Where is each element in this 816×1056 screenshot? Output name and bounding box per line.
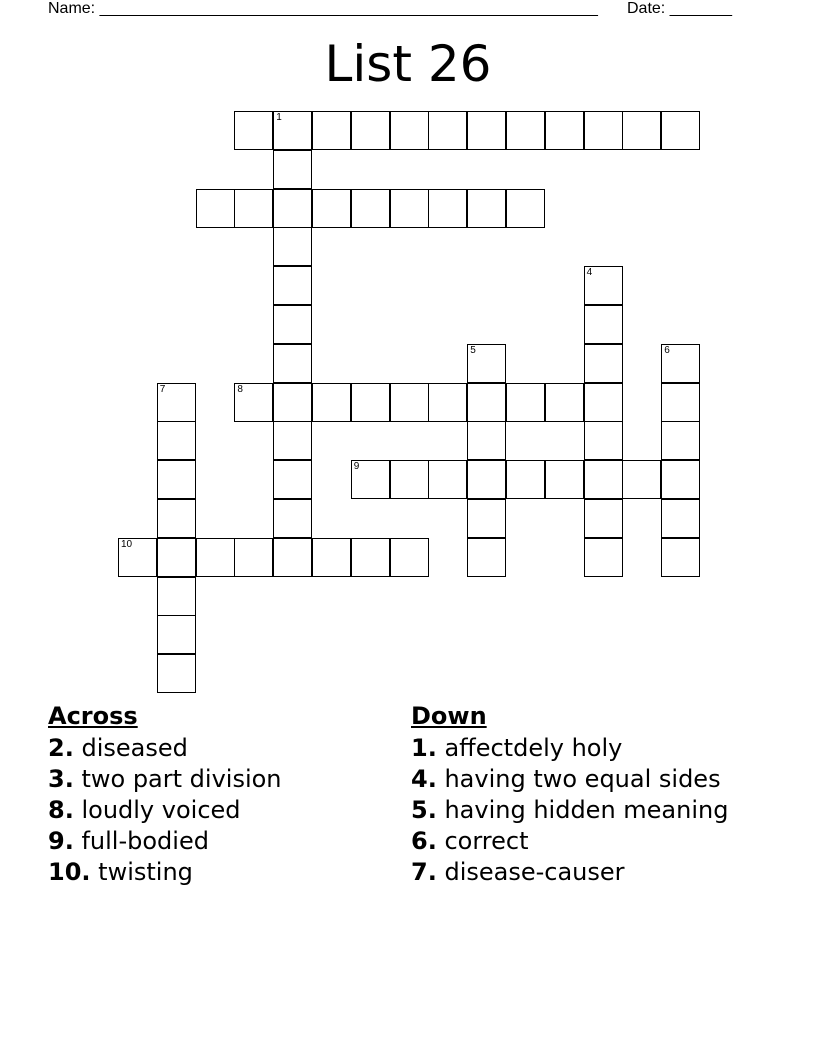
clue-text: having hidden meaning [444, 796, 729, 824]
down-clue [411, 797, 761, 824]
grid-cell[interactable] [661, 383, 700, 422]
grid-cell[interactable] [312, 538, 351, 577]
clue-text: having two equal sides [444, 765, 721, 793]
grid-cell[interactable] [584, 383, 623, 422]
grid-cell[interactable] [351, 538, 390, 577]
grid-cell[interactable] [506, 460, 545, 499]
grid-cell[interactable] [584, 344, 623, 383]
across-clue [48, 766, 378, 793]
grid-cell[interactable] [661, 421, 700, 460]
across-clue [48, 797, 378, 824]
grid-cell[interactable] [312, 189, 351, 228]
grid-cell[interactable] [661, 538, 700, 577]
grid-cell[interactable] [584, 266, 623, 305]
grid-cell[interactable] [273, 538, 312, 577]
grid-cell[interactable] [351, 111, 390, 150]
down-clue [411, 766, 761, 793]
grid-cell[interactable] [506, 383, 545, 422]
grid-cell[interactable] [157, 460, 196, 499]
grid-cell[interactable] [157, 499, 196, 538]
clue-text: twisting [98, 858, 193, 886]
grid-cell[interactable] [545, 111, 584, 150]
grid-cell[interactable] [390, 189, 429, 228]
across-clue [48, 828, 378, 855]
grid-cell[interactable] [273, 383, 312, 422]
clue-number: 1. [411, 734, 437, 762]
grid-cell[interactable] [467, 460, 506, 499]
grid-cell[interactable] [273, 111, 312, 150]
grid-cell[interactable] [157, 383, 196, 422]
grid-cell[interactable] [196, 189, 235, 228]
grid-cell[interactable] [157, 615, 196, 654]
grid-cell[interactable] [273, 227, 312, 266]
grid-cell[interactable] [157, 538, 196, 577]
grid-cell[interactable] [273, 344, 312, 383]
across-clues [48, 702, 378, 890]
grid-cell[interactable] [312, 383, 351, 422]
clue-text: affectdely holy [444, 734, 623, 762]
clue-number: 9. [48, 827, 74, 855]
page-title: List 26 [324, 35, 492, 93]
grid-cell[interactable] [157, 577, 196, 616]
grid-cell[interactable] [273, 460, 312, 499]
grid-cell[interactable] [428, 383, 467, 422]
clue-text: full-bodied [81, 827, 209, 855]
grid-cell[interactable] [312, 111, 351, 150]
clue-number: 2. [48, 734, 74, 762]
clue-number: 4. [411, 765, 437, 793]
clue-number: 7. [411, 858, 437, 886]
date-field-label: Date: _______ [627, 0, 732, 17]
grid-cell[interactable] [118, 538, 157, 577]
grid-cell[interactable] [584, 538, 623, 577]
clue-number-label: 8 [237, 383, 243, 395]
clue-number: 5. [411, 796, 437, 824]
grid-cell[interactable] [467, 421, 506, 460]
down-heading: Down [411, 702, 487, 730]
across-clue [48, 859, 378, 886]
grid-cell[interactable] [234, 538, 273, 577]
grid-cell[interactable] [196, 538, 235, 577]
grid-cell[interactable] [428, 460, 467, 499]
name-field-label: Name: ________________________________________________________ [48, 0, 598, 17]
grid-cell[interactable] [622, 460, 661, 499]
grid-cell[interactable] [273, 266, 312, 305]
clue-number-label: 6 [664, 344, 670, 356]
grid-cell[interactable] [584, 460, 623, 499]
grid-cell[interactable] [273, 499, 312, 538]
grid-cell[interactable] [390, 538, 429, 577]
grid-cell[interactable] [584, 305, 623, 344]
grid-cell[interactable] [390, 111, 429, 150]
grid-cell[interactable] [661, 499, 700, 538]
clue-text: loudly voiced [81, 796, 241, 824]
grid-cell[interactable] [467, 499, 506, 538]
down-clue [411, 859, 761, 886]
across-clue [48, 735, 378, 762]
grid-cell[interactable] [467, 189, 506, 228]
across-heading: Across [48, 702, 138, 730]
grid-cell[interactable] [545, 383, 584, 422]
grid-cell[interactable] [467, 344, 506, 383]
grid-cell[interactable] [157, 421, 196, 460]
clue-text: diseased [81, 734, 188, 762]
grid-cell[interactable] [273, 421, 312, 460]
grid-cell[interactable] [234, 111, 273, 150]
grid-cell[interactable] [234, 383, 273, 422]
grid-cell[interactable] [428, 111, 467, 150]
grid-cell[interactable] [273, 305, 312, 344]
grid-cell[interactable] [622, 111, 661, 150]
grid-cell[interactable] [467, 111, 506, 150]
clue-number: 3. [48, 765, 74, 793]
grid-cell[interactable] [584, 111, 623, 150]
clue-number-label: 5 [470, 344, 476, 356]
clue-text: correct [444, 827, 529, 855]
clue-text: two part division [81, 765, 282, 793]
grid-cell[interactable] [545, 460, 584, 499]
clue-number-label: 10 [121, 538, 133, 550]
grid-cell[interactable] [390, 460, 429, 499]
grid-cell[interactable] [661, 111, 700, 150]
grid-cell[interactable] [351, 189, 390, 228]
grid-cell[interactable] [273, 150, 312, 189]
grid-cell[interactable] [351, 460, 390, 499]
down-clues [411, 702, 761, 890]
grid-cell[interactable] [234, 189, 273, 228]
grid-cell[interactable] [467, 383, 506, 422]
clue-number: 10. [48, 858, 91, 886]
clue-number-label: 7 [159, 383, 166, 395]
grid-cell[interactable] [506, 111, 545, 150]
clue-number-label: 9 [353, 461, 360, 473]
grid-cell[interactable] [157, 654, 196, 693]
grid-cell[interactable] [351, 383, 390, 422]
clue-number-label: 1 [276, 112, 282, 123]
grid-cell[interactable] [390, 383, 429, 422]
clue-text: disease-causer [444, 858, 625, 886]
clue-number: 8. [48, 796, 74, 824]
grid-cell[interactable] [506, 189, 545, 228]
grid-cell[interactable] [428, 189, 467, 228]
clue-number-label: 4 [586, 267, 593, 279]
down-clue [411, 735, 761, 762]
grid-cell[interactable] [467, 538, 506, 577]
grid-cell[interactable] [661, 344, 700, 383]
grid-cell[interactable] [273, 189, 312, 228]
grid-cell[interactable] [584, 421, 623, 460]
grid-cell[interactable] [661, 460, 700, 499]
grid-cell[interactable] [584, 499, 623, 538]
clue-number: 6. [411, 827, 437, 855]
down-clue [411, 828, 761, 855]
